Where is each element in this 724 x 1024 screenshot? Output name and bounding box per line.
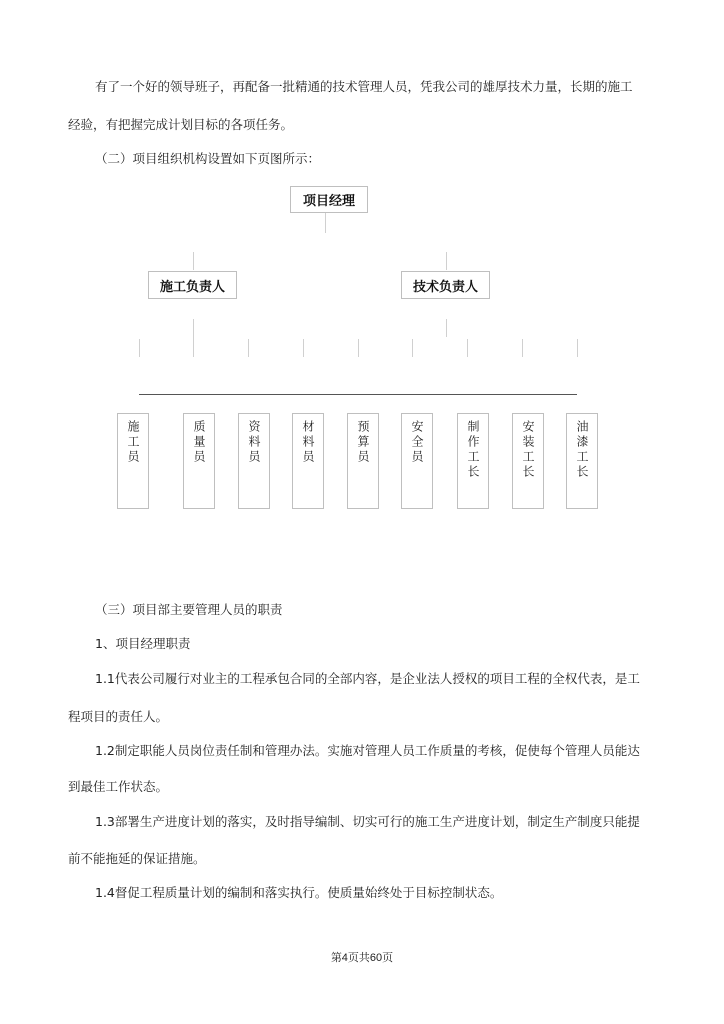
connector-line <box>303 339 304 357</box>
org-box-staff: 质量员 <box>183 413 215 509</box>
connector-line <box>139 339 140 357</box>
section-heading: （三）项目部主要管理人员的职责 <box>95 602 283 617</box>
connector-line <box>358 339 359 357</box>
org-box-manager: 技术负责人 <box>401 271 490 299</box>
connector-line <box>446 252 447 270</box>
connector-line <box>193 252 194 270</box>
org-box-staff: 安装工长 <box>512 413 544 509</box>
connector-line <box>522 339 523 357</box>
connector-line <box>467 339 468 357</box>
section-heading: （二）项目组织机构设置如下页图所示： <box>95 151 321 166</box>
org-box-staff: 施工员 <box>117 413 149 509</box>
connector-line <box>412 339 413 357</box>
subsection-heading: 1、项目经理职责 <box>95 636 191 651</box>
org-box-staff: 油漆工长 <box>566 413 598 509</box>
connector-line <box>248 339 249 357</box>
org-box-staff: 材料员 <box>292 413 324 509</box>
org-box-staff: 预算员 <box>347 413 379 509</box>
paragraph-line: 经验，有把握完成计划目标的各项任务。 <box>68 117 294 132</box>
paragraph-line: 1.2制定职能人员岗位责任制和管理办法。实施对管理人员工作质量的考核，促使每个管理人员能达 <box>95 743 640 758</box>
connector-line <box>577 339 578 357</box>
paragraph-line: 到最佳工作状态。 <box>68 779 169 794</box>
connector-line <box>193 319 194 357</box>
paragraph-line: 有了一个好的领导班子，再配备一批精通的技术管理人员，凭我公司的雄厚技术力量，长期的施工 <box>95 79 633 94</box>
connector-bus-line <box>139 394 577 395</box>
org-box-manager: 施工负责人 <box>148 271 237 299</box>
paragraph-line: 1.4督促工程质量计划的编制和落实执行。使质量始终处于目标控制状态。 <box>95 885 503 900</box>
org-box-staff: 安全员 <box>401 413 433 509</box>
paragraph-line: 程项目的责任人。 <box>68 709 169 724</box>
page-number: 第4页共60页 <box>330 952 394 964</box>
paragraph-line: 前不能拖延的保证措施。 <box>68 851 206 866</box>
paragraph-line: 1.1代表公司履行对业主的工程承包合同的全部内容，是企业法人授权的项目工程的全权代表，是工 <box>95 671 640 686</box>
connector-line <box>446 319 447 337</box>
org-box-root: 项目经理 <box>290 186 368 213</box>
org-box-staff: 资料员 <box>238 413 270 509</box>
paragraph-line: 1.3部署生产进度计划的落实，及时指导编制、切实可行的施工生产进度计划，制定生产制度只能提 <box>95 814 640 829</box>
connector-line <box>325 213 326 233</box>
org-box-staff: 制作工长 <box>457 413 489 509</box>
